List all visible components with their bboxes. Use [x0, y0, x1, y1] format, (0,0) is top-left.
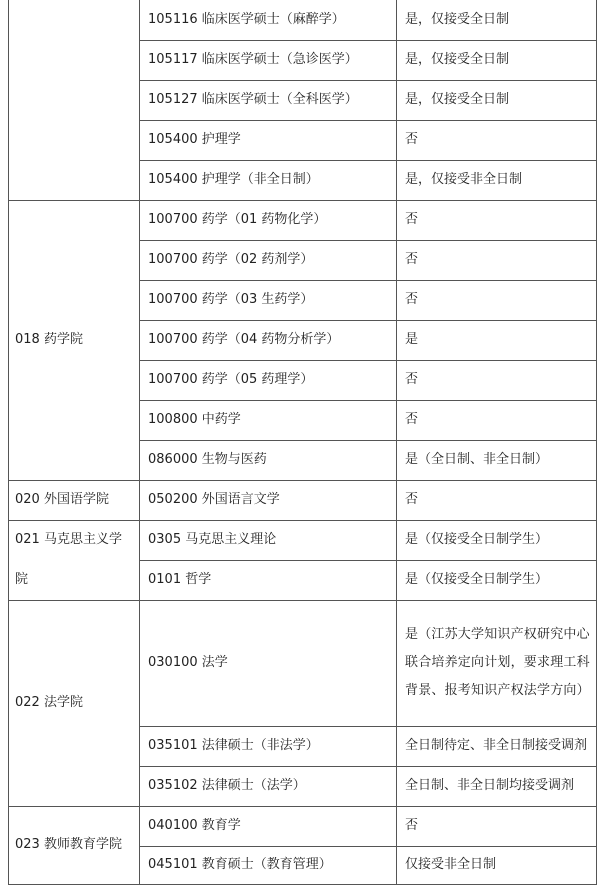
program-cell: 105127 临床医学硕士（全科医学）: [140, 80, 397, 120]
accept-cell: 是（仅接受全日制学生）: [397, 560, 597, 600]
accept-cell: 否: [397, 280, 597, 320]
accept-cell: 是，仅接受全日制: [397, 0, 597, 40]
accept-cell: 是，仅接受全日制: [397, 80, 597, 120]
program-cell: 100700 药学（03 生药学）: [140, 280, 397, 320]
accept-cell: 是（江苏大学知识产权研究中心联合培养定向计划，要求理工科背景、报考知识产权法学方向）: [397, 600, 597, 726]
table-row: [9, 200, 597, 240]
dept-cell-021-line2: 院: [9, 560, 140, 600]
program-cell: 100700 药学（01 药物化学）: [140, 200, 397, 240]
accept-cell: 否: [397, 200, 597, 240]
program-cell: 086000 生物与医药: [140, 440, 397, 480]
accept-cell: 是（仅接受全日制学生）: [397, 520, 597, 560]
admission-table: [8, 0, 597, 885]
accept-cell: 全日制、非全日制均接受调剂: [397, 766, 597, 806]
table-row: [9, 806, 597, 846]
accept-cell: 是，仅接受非全日制: [397, 160, 597, 200]
dept-cell-023: 023 教师教育学院: [9, 806, 140, 884]
accept-cell: 否: [397, 806, 597, 846]
program-cell: 100700 药学（05 药理学）: [140, 360, 397, 400]
table-row: [9, 0, 597, 40]
program-cell: 0101 哲学: [140, 560, 397, 600]
dept-cell-018: 018 药学院: [9, 200, 140, 480]
program-cell: 035101 法律硕士（非法学）: [140, 726, 397, 766]
program-cell: 045101 教育硕士（教育管理）: [140, 846, 397, 884]
accept-cell: 全日制待定、非全日制接受调剂: [397, 726, 597, 766]
accept-cell: 是，仅接受全日制: [397, 40, 597, 80]
table-row: [9, 520, 597, 560]
program-cell: 030100 法学: [140, 600, 397, 726]
dept-cell-021-line1: 021 马克思主义学: [9, 520, 140, 560]
accept-cell: 是（全日制、非全日制）: [397, 440, 597, 480]
table-row: [9, 560, 597, 600]
program-cell: 105116 临床医学硕士（麻醉学）: [140, 0, 397, 40]
program-cell: 100700 药学（02 药剂学）: [140, 240, 397, 280]
program-cell: 105400 护理学（非全日制）: [140, 160, 397, 200]
accept-cell: 否: [397, 480, 597, 520]
accept-cell: 否: [397, 120, 597, 160]
accept-cell: 否: [397, 360, 597, 400]
program-cell: 0305 马克思主义理论: [140, 520, 397, 560]
accept-cell: 是: [397, 320, 597, 360]
dept-cell-022: 022 法学院: [9, 600, 140, 806]
program-cell: 050200 外国语言文学: [140, 480, 397, 520]
program-cell: 040100 教育学: [140, 806, 397, 846]
table-row: [9, 480, 597, 520]
program-cell: 100800 中药学: [140, 400, 397, 440]
accept-cell: 否: [397, 400, 597, 440]
accept-cell: 否: [397, 240, 597, 280]
accept-cell: 仅接受非全日制: [397, 846, 597, 884]
program-cell: 035102 法律硕士（法学）: [140, 766, 397, 806]
dept-cell-medical: [9, 0, 140, 200]
dept-cell-020: 020 外国语学院: [9, 480, 140, 520]
program-cell: 105400 护理学: [140, 120, 397, 160]
program-cell: 105117 临床医学硕士（急诊医学）: [140, 40, 397, 80]
table-row: [9, 600, 597, 726]
program-cell: 100700 药学（04 药物分析学）: [140, 320, 397, 360]
